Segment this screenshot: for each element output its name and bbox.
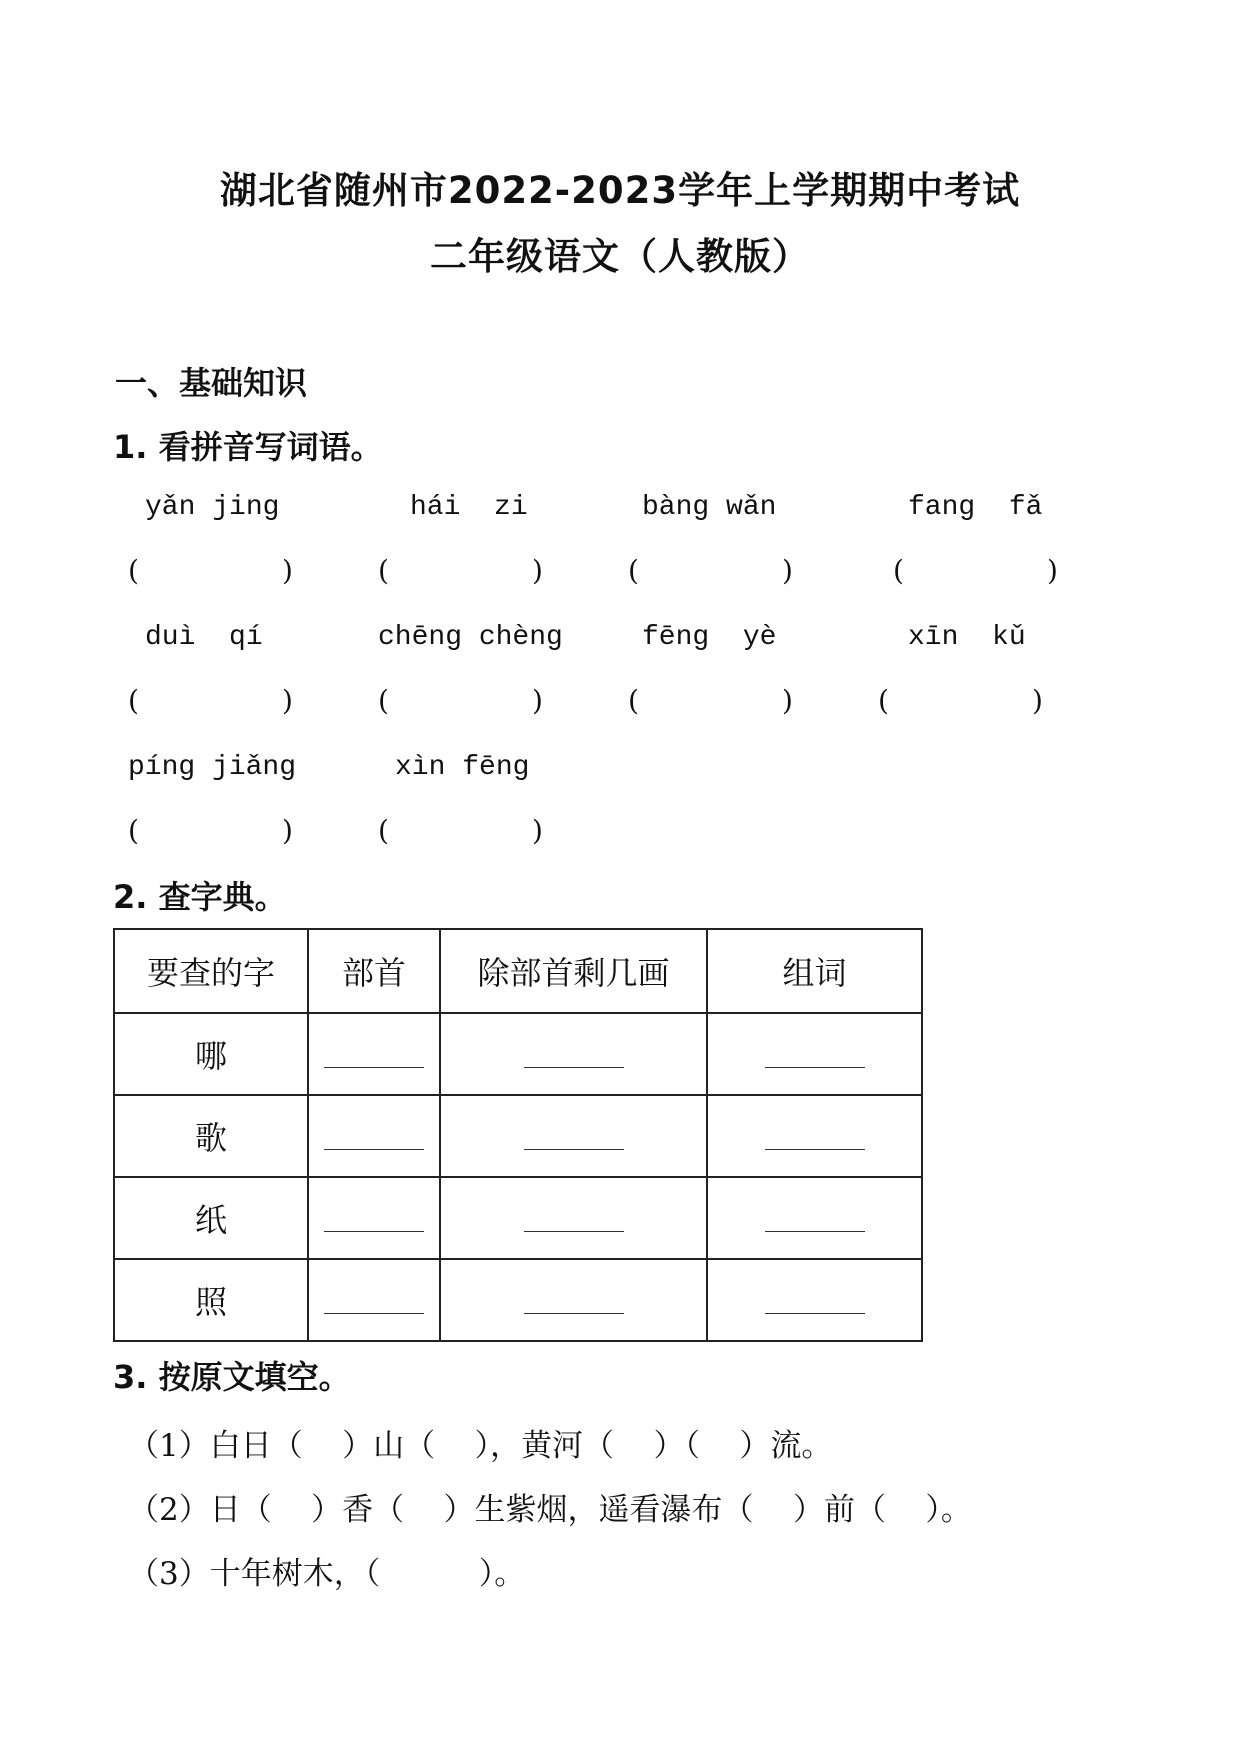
lookup-char: 照	[114, 1259, 308, 1341]
fill-in-line[interactable]: （3）十年树木，（ ）。	[128, 1556, 526, 1592]
dictionary-table	[113, 928, 923, 1342]
strokes-blank[interactable]	[440, 1259, 707, 1341]
question-1-title: 1. 看拼音写词语。	[113, 428, 383, 466]
pinyin-item: hái zi	[410, 492, 528, 523]
pinyin-item: chēng chèng	[378, 622, 563, 653]
pinyin-item: fang fǎ	[908, 492, 1043, 523]
exam-title: 湖北省随州市2022-2023学年上学期期中考试	[219, 169, 1021, 212]
table-row	[114, 1177, 922, 1259]
table-header-cell: 除部首剩几画	[440, 929, 707, 1013]
pinyin-item: xìn fēng	[395, 752, 530, 783]
table-header-cell: 组词	[707, 929, 922, 1013]
strokes-blank[interactable]	[440, 1013, 707, 1095]
pinyin-item: xīn kǔ	[908, 622, 1026, 653]
pinyin-item: píng jiǎng	[128, 752, 297, 783]
word-blank[interactable]	[707, 1259, 922, 1341]
strokes-blank[interactable]	[440, 1095, 707, 1177]
radical-blank[interactable]	[308, 1177, 440, 1259]
table-row	[114, 1095, 922, 1177]
word-blank[interactable]	[707, 1095, 922, 1177]
radical-blank[interactable]	[308, 1259, 440, 1341]
exam-subtitle: 二年级语文（人教版）	[430, 235, 810, 278]
table-header-cell: 部首	[308, 929, 440, 1013]
pinyin-item: bàng wǎn	[642, 492, 777, 523]
radical-blank[interactable]	[308, 1013, 440, 1095]
table-row	[114, 1013, 922, 1095]
pinyin-item: duì qí	[145, 622, 263, 653]
lookup-char: 纸	[114, 1177, 308, 1259]
table-row	[114, 1259, 922, 1341]
section-heading-basic-knowledge: 一、基础知识	[115, 364, 308, 402]
pinyin-item: fēng yè	[642, 622, 777, 653]
word-blank[interactable]	[707, 1013, 922, 1095]
table-header-cell: 要查的字	[114, 929, 308, 1013]
fill-in-line[interactable]: （2）日（ ）香（ ）生紫烟，遥看瀑布（ ）前（ ）。	[128, 1492, 972, 1528]
lookup-char: 歌	[114, 1095, 308, 1177]
table-header-row	[114, 929, 922, 1013]
lookup-char: 哪	[114, 1013, 308, 1095]
pinyin-item: yǎn jing	[145, 492, 280, 523]
strokes-blank[interactable]	[440, 1177, 707, 1259]
question-3-title: 3. 按原文填空。	[113, 1358, 351, 1396]
radical-blank[interactable]	[308, 1095, 440, 1177]
fill-in-line[interactable]: （1）白日（ ）山（ ），黄河（ ）（ ）流。	[128, 1428, 833, 1464]
word-blank[interactable]	[707, 1177, 922, 1259]
question-2-title: 2. 查字典。	[113, 878, 287, 916]
